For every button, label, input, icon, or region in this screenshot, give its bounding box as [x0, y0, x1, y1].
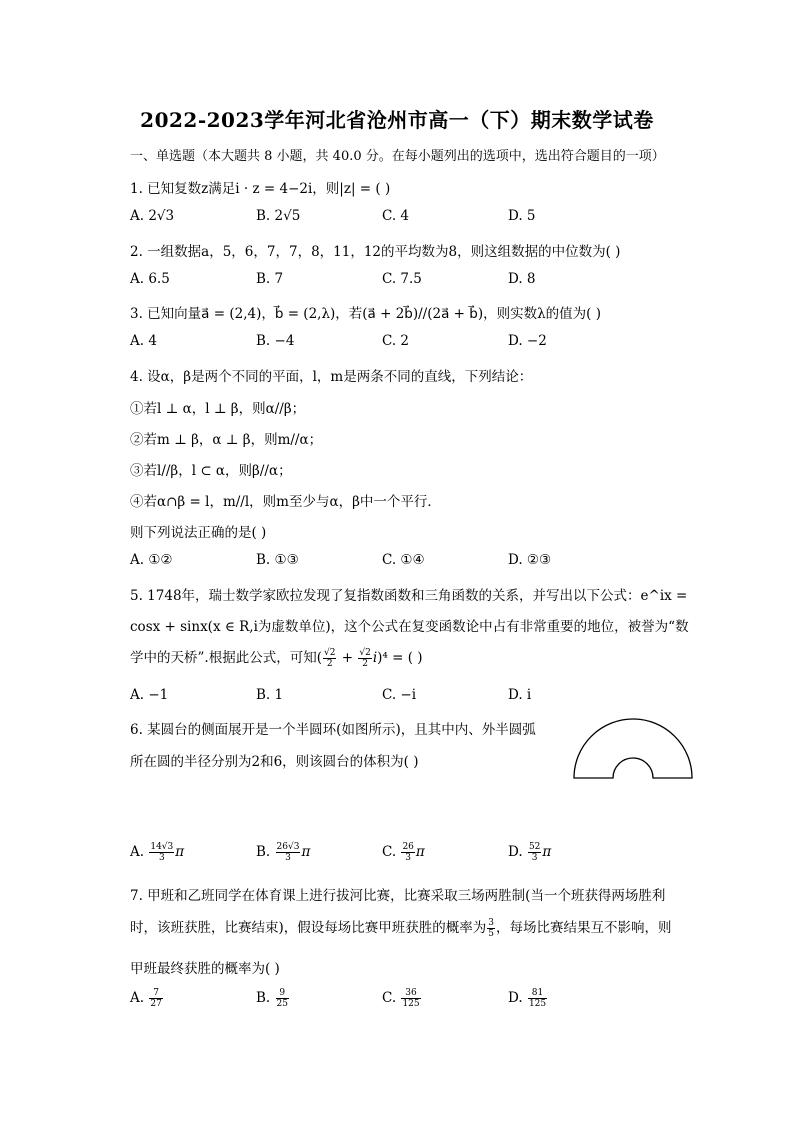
q7-option-d-fraction [528, 988, 547, 1009]
q7-a-denominator: 27 [150, 999, 162, 1009]
q7-option-a-fraction [149, 988, 162, 1009]
q5-option-c[interactable]: C. −i [382, 687, 417, 703]
q4-option-d[interactable]: D. ②③ [508, 552, 552, 568]
question-6-line-1: 6. 某圆台的侧面展开是一个半圆环(如图所示)，且其中内、外半圆弧 [130, 722, 536, 738]
q7-b-denominator: 25 [276, 999, 288, 1009]
q4-statement-4: ④若α∩β = l，m//l，则m至少与α，β中一个平行． [130, 494, 441, 510]
question-3-stem: 3. 已知向量a⃗ = (2,4)，b⃗ = (2,λ)，若(a⃗ + 2b⃗)//(2a⃗ + b⃗)，则实数λ的值为( ) [130, 306, 601, 322]
q7-a-numerator: 7 [149, 988, 162, 999]
q7-p-denominator: 5 [488, 929, 495, 939]
q1-option-b[interactable]: B. 2√5 [256, 208, 301, 224]
q7-c-numerator: 36 [401, 988, 420, 999]
question-7-line-3: 甲班最终获胜的概率为( ) [130, 961, 280, 977]
question-1-stem: 1. 已知复数z满足i · z = 4−2i，则|z| = ( ) [130, 181, 391, 197]
question-7-line-1: 7. 甲班和乙班同学在体育课上进行拔河比赛，比赛采取三场两胜制(当一个班获得两场胜利 [130, 888, 666, 904]
q6-b-pi: π [301, 844, 311, 860]
q7-option-d[interactable] [508, 988, 548, 1009]
q7-d-denominator: 125 [528, 999, 547, 1009]
q6-c-pi: π [415, 844, 425, 860]
question-5-line-1: 5. 1748年，瑞士数学家欧拉发现了复指数函数和三角函数的关系，并写出以下公式：e^ix = [130, 588, 688, 604]
q6-c-denominator: 3 [405, 853, 412, 863]
question-5-line-2: cosx + sinx(x ∈ R,i为虚数单位)，这个公式在复变函数论中占有非常重要的地位，被誉为“数 [130, 619, 689, 635]
q6-option-b[interactable] [256, 842, 310, 863]
q7-p-numerator: 3 [488, 918, 495, 928]
q6-a-numerator: 14√3 [150, 842, 174, 852]
q6-option-a[interactable] [130, 842, 184, 863]
q6-option-c-fraction [401, 842, 414, 863]
q2-option-a[interactable]: A. 6.5 [130, 271, 170, 287]
q7-d-numerator: 81 [528, 988, 547, 999]
q3-option-d[interactable]: D. −2 [508, 333, 547, 349]
q5-frac1-denominator: 2 [326, 659, 333, 669]
q6-option-c-label: C. [382, 844, 397, 860]
section-heading: 一、单选题（本大题共 8 小题，共 40.0 分。在每小题列出的选项中，选出符合题目的一项） [130, 149, 665, 164]
q2-option-d[interactable]: D. 8 [508, 271, 536, 287]
q7-option-d-label: D. [508, 990, 523, 1006]
q6-option-d-label: D. [508, 844, 523, 860]
q4-statement-2: ②若m ⊥ β，α ⊥ β，则m//α； [130, 432, 323, 448]
q6-option-b-label: B. [256, 844, 271, 860]
q2-option-c[interactable]: C. 7.5 [382, 271, 422, 287]
q1-option-a[interactable]: A. 2√3 [130, 208, 175, 224]
q6-d-pi: π [542, 844, 552, 860]
q4-statement-1: ①若l ⊥ α，l ⊥ β，则α//β； [130, 401, 306, 417]
q6-a-denominator: 3 [158, 853, 165, 863]
half-annulus-outline [574, 719, 692, 778]
q4-option-b[interactable]: B. ①③ [256, 552, 299, 568]
q7-option-b-fraction [276, 988, 289, 1009]
q1-option-d[interactable]: D. 5 [508, 208, 536, 224]
q4-option-a[interactable]: A. ①② [130, 552, 173, 568]
q6-d-denominator: 3 [531, 853, 538, 863]
q5-text-after-expression: )⁴ = ( ) [377, 650, 423, 666]
q7-option-b[interactable] [256, 988, 290, 1009]
q6-option-d[interactable] [508, 842, 551, 863]
q3-option-c[interactable]: C. 2 [382, 333, 410, 349]
page-title: 2022-2023学年河北省沧州市高一（下）期末数学试卷 [140, 108, 654, 132]
q6-option-a-fraction [149, 842, 174, 863]
q5-frac2-numerator: √2 [359, 648, 371, 658]
q6-option-d-fraction [528, 842, 541, 863]
q4-question: 则下列说法正确的是( ) [130, 525, 267, 541]
q5-fraction-imag [358, 648, 371, 669]
q6-option-b-fraction [276, 842, 301, 863]
question-6-line-2: 所在圆的半径分别为2和6，则该圆台的体积为( ) [130, 754, 419, 770]
q1-option-c[interactable]: C. 4 [382, 208, 410, 224]
q6-d-numerator: 52 [528, 842, 541, 852]
q5-fraction-real [323, 648, 336, 669]
q5-option-b[interactable]: B. 1 [256, 687, 284, 703]
question-4-stem: 4. 设α，β是两个不同的平面，l，m是两条不同的直线，下列结论： [130, 369, 533, 385]
q7-text-after-probability: ，每场比赛结果互不影响，则 [496, 920, 672, 936]
question-2-stem: 2. 一组数据a，5，6，7，7，8，11，12的平均数为8，则这组数据的中位数为( ) [130, 244, 621, 260]
q5-option-a[interactable]: A. −1 [130, 687, 169, 703]
q6-a-pi: π [175, 844, 185, 860]
question-7-line-2 [130, 916, 672, 939]
q7-b-numerator: 9 [276, 988, 289, 999]
question-5-line-3: 学中的天桥”.根据此公式，可知( $\frac{√2}{2}$ + $\frac{√2}{2}$ i)⁴ = ( ) [130, 648, 423, 669]
q7-option-c-fraction [401, 988, 420, 1009]
q6-option-c[interactable] [382, 842, 425, 863]
q7-option-a-label: A. [130, 990, 145, 1006]
q7-probability-fraction [487, 918, 495, 939]
q4-statement-3: ③若l//β，l ⊂ α，则β//α； [130, 463, 292, 479]
q3-option-a[interactable]: A. 4 [130, 333, 157, 349]
q7-option-c[interactable] [382, 988, 422, 1009]
q4-option-c[interactable]: C. ①④ [382, 552, 425, 568]
half-annulus-figure [572, 716, 694, 782]
q7-option-a[interactable] [130, 988, 164, 1009]
q6-b-numerator: 26√3 [276, 842, 300, 852]
q5-frac2-denominator: 2 [362, 659, 368, 669]
q7-option-c-label: C. [382, 990, 397, 1006]
q6-c-numerator: 26 [402, 842, 414, 852]
q7-c-denominator: 125 [402, 999, 420, 1009]
q6-option-a-label: A. [130, 844, 145, 860]
q5-frac1-numerator: √2 [323, 648, 336, 658]
q5-text-before-expression: 学中的天桥”.根据此公式，可知( [130, 650, 322, 666]
q3-option-b[interactable]: B. −4 [256, 333, 295, 349]
q7-text-before-probability: 时，该班获胜，比赛结束)，假设每场比赛甲班获胜的概率为 [130, 920, 487, 936]
q5-option-d[interactable]: D. i [508, 687, 532, 703]
q7-option-b-label: B. [256, 990, 271, 1006]
q2-option-b[interactable]: B. 7 [256, 271, 284, 287]
q6-b-denominator: 3 [285, 853, 291, 863]
